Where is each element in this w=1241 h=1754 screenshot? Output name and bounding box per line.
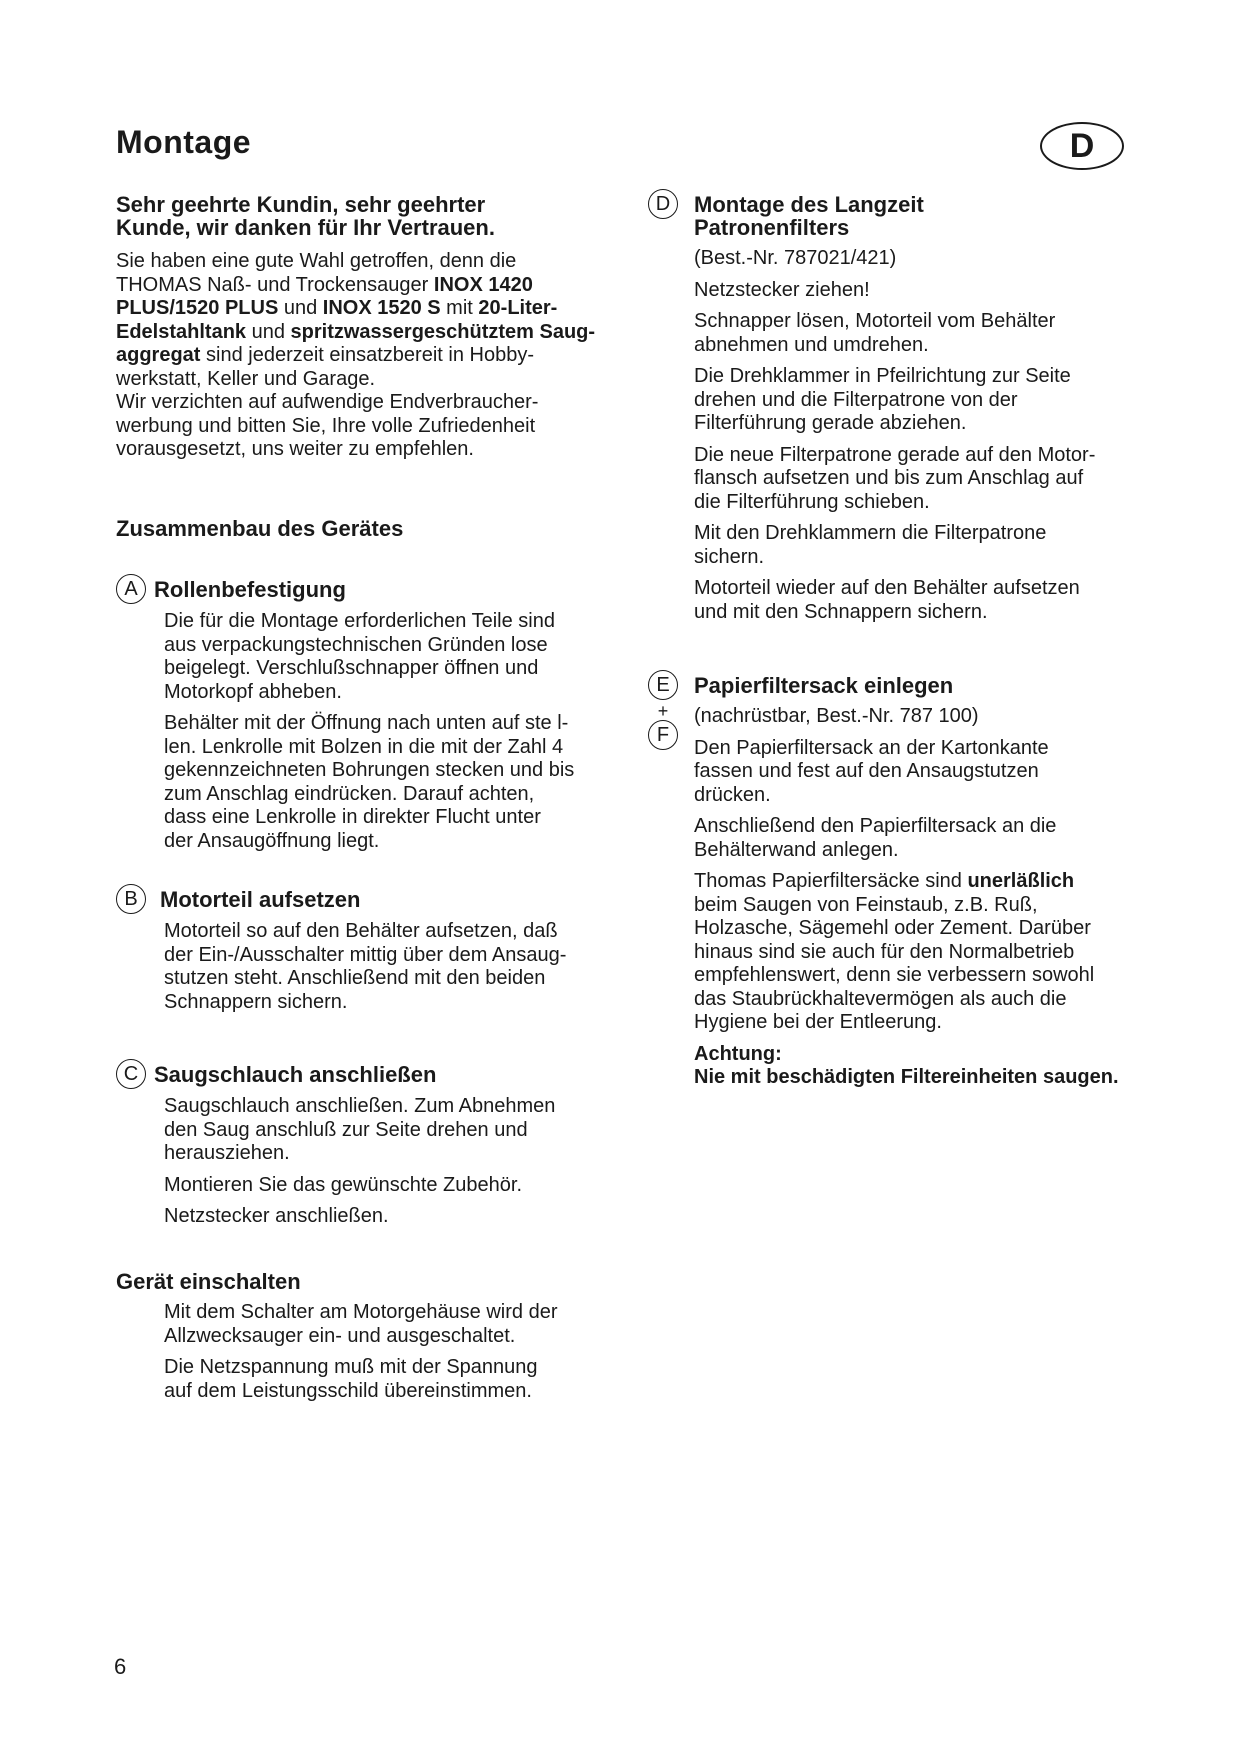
text-line: hinaus sind sie auch für den Normalbetrieb — [694, 940, 1075, 963]
product-name: INOX 1520 S — [322, 297, 441, 319]
text-line: werkstatt, Keller und Garage. — [116, 367, 376, 390]
section-b — [116, 884, 566, 1014]
text-line: Hygiene bei der Entleerung. — [694, 1011, 942, 1033]
assembly-heading: Zusammenbau des Gerätes — [116, 516, 404, 541]
emphasis-text: unerläßlich — [967, 870, 1075, 892]
section-c-heading: Saugschlauch anschließen — [154, 1061, 437, 1087]
text-line: dass eine Lenkrolle in direkter Flucht unter — [164, 806, 541, 828]
text-line — [116, 344, 595, 368]
text-line: Wir verzichten auf aufwendige Endverbraucher- — [116, 391, 539, 413]
text-line: drücken. — [694, 783, 771, 806]
text-line: Die Drehklammer in Pfeilrichtung zur Seite — [694, 365, 1071, 387]
markers-e-f — [648, 670, 678, 750]
text-line: den Saug anschluß zur Seite drehen und — [164, 1118, 528, 1141]
marker-e: E — [648, 670, 678, 700]
text-line: drehen und die Filterpatrone von der — [694, 388, 1018, 411]
section-a — [116, 574, 574, 853]
marker-a: A — [116, 574, 146, 604]
intro-heading-line: Kunde, wir danken für Ihr Vertrauen. — [116, 215, 495, 240]
text-line: sichern. — [694, 545, 765, 568]
switch-on-text — [164, 1301, 558, 1403]
feature-text: spritzwassergeschütztem Saug- — [290, 320, 596, 343]
section-a-header — [116, 574, 574, 604]
intro-heading — [116, 193, 595, 239]
text-line: gekennzeichneten Bohrungen stecken und bis — [164, 759, 575, 781]
text-line: Montieren Sie das gewünschte Zubehör. — [164, 1173, 522, 1196]
text-line: flansch aufsetzen und bis zum Anschlag auf — [694, 467, 1084, 489]
text-line: Mit den Drehklammern die Filterpatrone — [694, 522, 1047, 544]
product-name: INOX 1420 — [433, 273, 533, 296]
text-line: beigelegt. Verschlußschnapper öffnen und — [164, 657, 539, 679]
order-number: (nachrüstbar, Best.-Nr. 787 100) — [694, 705, 979, 727]
section-c — [116, 1059, 555, 1229]
marker-f: F — [648, 720, 678, 750]
order-number: (Best.-Nr. 787021/421) — [694, 247, 897, 269]
marker-c: C — [116, 1059, 146, 1089]
text-line: herausziehen. — [164, 1142, 290, 1164]
section-ef — [648, 670, 1119, 1090]
text-line: Netzstecker ziehen! — [694, 278, 870, 301]
section-c-text — [164, 1095, 555, 1229]
text-line: Behälter mit der Öffnung nach unten auf ste l- — [164, 712, 569, 734]
plus-sign: + — [657, 701, 669, 721]
text-line — [116, 274, 595, 298]
text-line: empfehlenswert, denn sie verbessern sowohl — [694, 964, 1095, 986]
section-b-heading: Motorteil aufsetzen — [160, 886, 361, 912]
section-ef-heading: Papierfiltersack einlegen — [694, 673, 954, 698]
switch-on-heading: Gerät einschalten — [116, 1269, 301, 1294]
text-line: Die Netzspannung muß mit der Spannung — [164, 1356, 538, 1378]
text-line: Holzasche, Sägemehl oder Zement. Darüber — [694, 917, 1091, 939]
marker-d: D — [648, 189, 678, 219]
text-run: mit — [440, 297, 479, 319]
text-run: und — [278, 297, 323, 319]
text-line: Motorteil so auf den Behälter aufsetzen, daß — [164, 920, 558, 942]
intro-section — [116, 193, 595, 462]
text-line: Motorkopf abheben. — [164, 680, 342, 703]
feature-text: Edelstahltank — [116, 320, 247, 343]
text-line: werbung und bitten Sie, Ihre volle Zufriedenheit — [116, 414, 536, 437]
section-ef-header — [648, 670, 1119, 1090]
text-line: der Ansaugöffnung liegt. — [164, 829, 380, 852]
section-d-text — [694, 247, 1095, 624]
text-line: stutzen steht. Anschließend mit den beiden — [164, 967, 546, 989]
intro-heading-line: Sehr geehrte Kundin, sehr geehrter — [116, 192, 486, 217]
text-line: zum Anschlag eindrücken. Darauf achten, — [164, 782, 535, 805]
text-line: Den Papierfiltersack an der Kartonkante — [694, 736, 1049, 759]
text-run: Thomas Papierfiltersäcke sind — [694, 870, 968, 892]
text-line: Allzwecksauger ein- und ausgeschaltet. — [164, 1324, 516, 1347]
text-run: und — [246, 320, 291, 343]
text-line: Schnapper lösen, Motorteil vom Behälter — [694, 310, 1056, 332]
section-b-header — [116, 884, 566, 914]
feature-text: 20-Liter- — [478, 297, 558, 319]
text-line: Die für die Montage erforderlichen Teile sind — [164, 610, 555, 632]
text-run: THOMAS Naß- und Trockensauger — [116, 273, 434, 296]
text-line: beim Saugen von Feinstaub, z.B. Ruß, — [694, 893, 1038, 916]
language-badge: D — [1040, 122, 1124, 170]
text-line: Behälterwand anlegen. — [694, 838, 899, 861]
text-line: fassen und fest auf den Ansaugstutzen — [694, 760, 1039, 782]
section-d-header — [648, 189, 1095, 239]
heading-line: Montage des Langzeit — [694, 192, 924, 217]
text-line: Filterführung gerade abziehen. — [694, 412, 967, 434]
text-line: Mit dem Schalter am Motorgehäuse wird der — [164, 1301, 558, 1323]
text-line: und mit den Schnappern sichern. — [694, 600, 988, 623]
text-line — [116, 321, 595, 345]
text-line: Anschließend den Papierfiltersack an die — [694, 815, 1057, 837]
text-line: Netzstecker anschließen. — [164, 1205, 389, 1227]
warning-text: Nie mit beschädigten Filtereinheiten saugen. — [694, 1066, 1119, 1088]
text-line: die Filterführung schieben. — [694, 490, 930, 513]
feature-text: aggregat — [116, 344, 201, 366]
text-run: sind jederzeit einsatzbereit in Hobby- — [200, 344, 534, 366]
text-line — [694, 870, 1119, 894]
section-a-heading: Rollenbefestigung — [154, 576, 346, 602]
text-line: auf dem Leistungsschild übereinstimmen. — [164, 1379, 532, 1402]
page-number: 6 — [114, 1654, 127, 1679]
section-c-header — [116, 1059, 555, 1089]
switch-on-section — [116, 1270, 558, 1403]
heading-line: Patronenfilters — [694, 215, 850, 240]
text-line: aus verpackungstechnischen Gründen lose — [164, 633, 548, 656]
text-line: vorausgesetzt, uns weiter zu empfehlen. — [116, 438, 474, 460]
section-b-text — [164, 920, 566, 1014]
text-line: abnehmen und umdrehen. — [694, 333, 929, 356]
section-ef-body — [694, 670, 1119, 1090]
marker-b: B — [116, 884, 146, 914]
text-line: Motorteil wieder auf den Behälter aufsetzen — [694, 577, 1080, 599]
text-line: der Ein-/Ausschalter mittig über dem Ansaug- — [164, 943, 567, 966]
text-line — [116, 297, 595, 321]
intro-text — [116, 250, 595, 462]
section-a-text — [164, 610, 574, 853]
page-title: Montage — [116, 124, 252, 160]
text-line: Saugschlauch anschließen. Zum Abnehmen — [164, 1095, 556, 1117]
product-name: PLUS/1520 PLUS — [116, 297, 279, 319]
text-line: Schnappern sichern. — [164, 990, 348, 1013]
text-line: das Staubrückhaltevermögen als auch die — [694, 987, 1067, 1010]
text-line: len. Lenkrolle mit Bolzen in die mit der Zahl 4 — [164, 735, 564, 758]
text-line: Sie haben eine gute Wahl getroffen, denn die — [116, 250, 517, 272]
warning-label: Achtung: — [694, 1042, 782, 1065]
section-ef-text — [694, 705, 1119, 1090]
warning-block — [694, 1043, 1119, 1090]
text-line: Die neue Filterpatrone gerade auf den Motor- — [694, 443, 1096, 466]
section-d-heading — [694, 193, 924, 239]
section-d — [648, 189, 1095, 624]
